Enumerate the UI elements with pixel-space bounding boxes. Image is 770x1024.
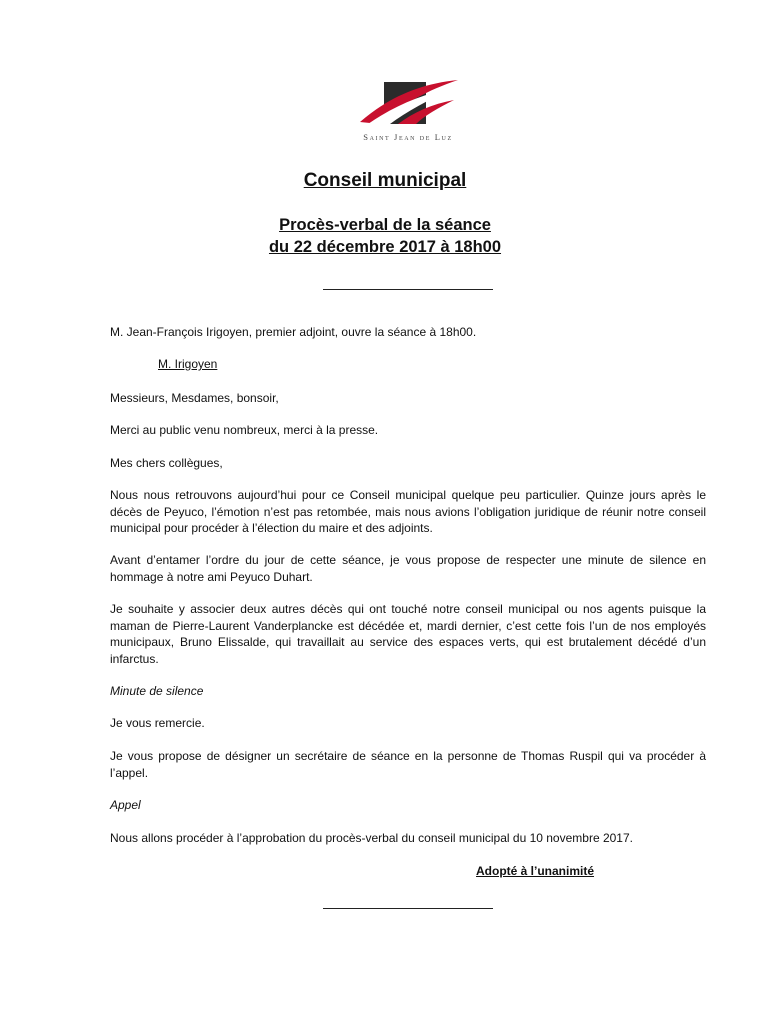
logo-emblem-icon <box>358 78 464 134</box>
speaker-name: M. Irigoyen <box>158 357 218 371</box>
separator-line-bottom <box>323 908 493 909</box>
document-title: Conseil municipal <box>303 170 467 191</box>
paragraph-approval: Nous allons procéder à l’approbation du procès-verbal du conseil municipal du 10 novembre 2017. <box>110 831 633 845</box>
document-subtitle-line1: Procès-verbal de la séance <box>279 216 491 234</box>
paragraph-colleagues: Mes chers collègues, <box>110 456 223 470</box>
paragraph-context: Nous nous retrouvons aujourd’hui pour ce Conseil municipal quelque peu particulier. Quinze jours après le décès de Peyuco, l’émotion n’est pas retombée, mais nous avions l’obligation juridique de réunir notre conseil municipal pour procéder à l’élection du maire et des adjoints. <box>110 488 706 535</box>
paragraph-secretary: Je vous propose de désigner un secrétaire de séance en la personne de Thomas Ruspil qui va procéder à l’appel. <box>110 749 706 780</box>
paragraph-thanks: Merci au public venu nombreux, merci à la presse. <box>110 423 379 437</box>
logo-caption: Saint Jean de Luz <box>363 132 453 142</box>
document-subtitle-line2: du 22 décembre 2017 à 18h00 <box>268 238 502 256</box>
paragraph-condolences: Je souhaite y associer deux autres décès qui ont touché notre conseil municipal ou nos agents puisque la maman de Pierre-Laurent Vanderplancke est décédée et, mardi dernier, c’est cette fois l’un de nos employés municipaux, Bruno Elissalde, qui travaillait au service des espaces verts, qui est brutalement décédé d’un infarctus. <box>110 602 706 666</box>
separator-line <box>323 289 493 290</box>
stage-direction-silence: Minute de silence <box>110 684 204 698</box>
paragraph-minute-proposal: Avant d’entamer l’ordre du jour de cette séance, je vous propose de respecter une minute de silence en hommage à notre ami Peyuco Duhart. <box>110 553 706 584</box>
opening-paragraph: M. Jean-François Irigoyen, premier adjoint, ouvre la séance à 18h00. <box>110 325 477 339</box>
paragraph-thank-you: Je vous remercie. <box>110 716 205 730</box>
stage-direction-roll-call: Appel <box>110 798 141 812</box>
paragraph-greeting: Messieurs, Mesdames, bonsoir, <box>110 391 279 405</box>
adopted-unanimously: Adopté à l’unanimité <box>476 864 595 878</box>
